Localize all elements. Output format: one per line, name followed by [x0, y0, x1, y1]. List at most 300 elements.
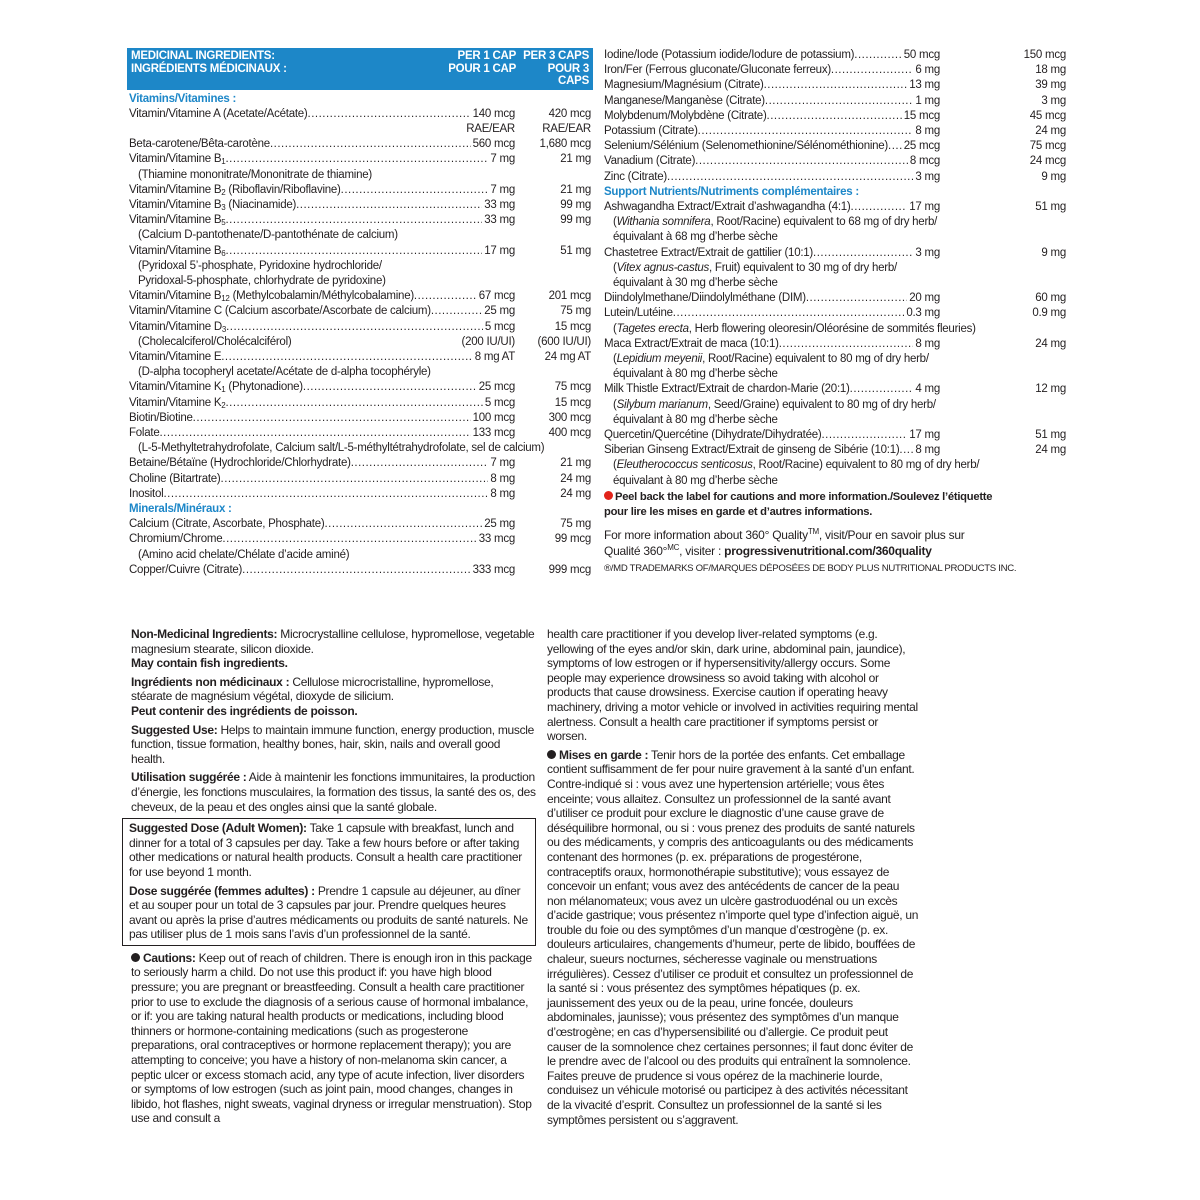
peel-notice — [604, 490, 1066, 520]
ingredient-note: (Silybum marianum, Seed/Graine) equivalent to 80 mg of dry herb/ — [613, 398, 936, 411]
ingredient-note: (Lepidium meyenii, Root/Racine) equivalent to 80 mg of dry herb/ — [613, 353, 929, 366]
ingredient-label: Inositol — [129, 487, 164, 500]
ingredient-label: Vitamin/Vitamine K — [129, 381, 222, 394]
dot-leader — [851, 200, 908, 215]
support-list — [604, 200, 1066, 489]
ingredient-note-continued: Pyridoxal-5-phosphate, chlorhydrate de pyridoxine) — [138, 274, 386, 287]
ingredient-note-detail: , Root/Racine) equivalent to 80 mg of dry herb/ — [752, 459, 980, 472]
non-medicinal-label-fr: Ingrédients non médicinaux : — [131, 674, 290, 689]
trademark-notice: ®/MD TRADEMARKS OF/MARQUES DÉPOSÉES DE BODY PLUS NUTRITIONAL PRODUCTS INC. — [604, 563, 1017, 575]
ingredient-row — [129, 213, 591, 228]
ingredient-name — [604, 428, 821, 443]
botanical-name: Tagetes erecta — [616, 322, 689, 335]
ingredient-row — [129, 183, 591, 198]
ingredient-label: Vitamin/Vitamine B — [129, 198, 222, 211]
dot-leader — [764, 78, 908, 93]
botanical-name: Vitex agnus-castus — [616, 261, 710, 274]
amount-per-3-caps: 1,680 mcg — [539, 138, 591, 151]
dot-leader — [667, 170, 913, 185]
ingredient-label: Magnesium/Magnésium (Citrate) — [604, 79, 764, 92]
amount-per-1-cap: 3 mg — [915, 170, 940, 183]
ingredient-label: Manganese/Manganèse (Citrate) — [604, 94, 765, 107]
amount-per-1-cap: 8 mg — [490, 472, 515, 485]
ingredient-subscript: 6 — [221, 248, 226, 258]
amount-per-3-caps: 99 mg — [560, 214, 591, 227]
fish-warning: May contain fish ingredients. — [131, 656, 288, 671]
amount-per-1-cap: 5 mcg — [484, 320, 515, 333]
ingredient-note: (Withania somnifera, Root/Racine) equivalent to 68 mg of dry herb/ — [613, 216, 938, 229]
ingredient-row — [604, 109, 1066, 124]
ingredient-source: (Riboflavin/Riboflavine) — [225, 183, 341, 196]
ingredient-source: (Methylcobalamin/Méthylcobalamine) — [229, 290, 414, 303]
ingredient-label: Vitamin/Vitamine B — [129, 244, 222, 257]
bullet-icon — [131, 953, 140, 962]
ingredient-row — [129, 487, 591, 502]
ingredient-name — [604, 139, 888, 154]
ingredients-header — [127, 48, 593, 90]
dot-leader — [221, 472, 489, 487]
ingredient-note-detail: , Herb flowering oleoresin/Oléorésine de sommités fleuries) — [688, 322, 976, 335]
ingredient-name — [129, 532, 222, 547]
minerals-list — [129, 517, 591, 578]
amount-per-1-cap: 17 mg — [909, 429, 940, 442]
dot-leader — [193, 411, 471, 426]
ingredient-label: Lutein/Lutéine — [604, 307, 673, 320]
amount-per-1-cap: 560 mcg — [472, 138, 515, 151]
dot-leader — [270, 137, 471, 152]
ingredient-row — [604, 337, 1066, 352]
amount-per-3-caps: 3 mg — [1041, 94, 1066, 107]
amount-per-3-caps: 21 mg — [560, 457, 591, 470]
minerals-title: Minerals/Minéraux : — [129, 502, 232, 515]
ingredient-name — [129, 396, 225, 411]
ingredient-note-continued: équivalant à 80 mg d’herbe sèche — [613, 413, 778, 426]
ingredient-note: (Pyridoxal 5’-phosphate, Pyridoxine hydrochloride/ — [138, 259, 382, 272]
amount-per-3-caps: 24 mg — [560, 472, 591, 485]
cautions-text: Keep out of reach of children. There is enough iron in this package to seriously harm a child. Do not use this product if: you have high blood pressure; you are pregnant or breastfeeding. Consult a health care practitioner prior to use to exclude the diagnosis of a serious cause of hormonal imbalance, or if: you are taking natural health products or medications, including blood thinners or hormone-containing medications (such as progesterone preparations, oral contraceptives or hormone replacement therapy); you are attempting to conceive; you have a history of non-melanoma skin cancer, a peptic ulcer or excess stomach acid, any type of acute infection, liver disorders or symptoms of low estrogen (such as joint pain, mood changes, changes in libido, hot flashes, night sweats, vaginal dryness or irregular menstruation). Stop use and consult a — [131, 950, 532, 1126]
ingredient-row — [604, 78, 1066, 93]
label-text-left — [131, 627, 536, 1130]
ingredient-name — [604, 246, 813, 261]
ingredient-note-detail: , Root/Racine) equivalent to 68 mg of dry herb/ — [710, 216, 938, 229]
ingredient-name — [129, 244, 225, 259]
amount-per-3-caps: 999 mcg — [548, 563, 591, 576]
ingredient-label: Vitamin/Vitamine C (Calcium ascorbate/Ascorbate de calcium) — [129, 305, 431, 318]
ingredient-row — [129, 137, 591, 152]
amount-per-3-caps: 75 mcg — [554, 381, 591, 394]
ingredient-name — [604, 78, 764, 93]
ingredient-row — [604, 428, 1066, 443]
quality-line1a: For more information about 360° Quality — [604, 528, 808, 543]
dot-leader — [899, 443, 913, 458]
amount-per-1-cap: 8 mg — [915, 337, 940, 350]
peel-line1: Peel back the label for cautions and more information./Soulevez l’étiquette — [615, 490, 993, 503]
ingredient-row — [604, 382, 1066, 397]
ingredient-subscript: 12 — [221, 294, 230, 304]
ingredient-name — [604, 200, 851, 215]
unit-per-3-caps: RAE/EAR — [542, 122, 591, 135]
amount-per-3-caps: 21 mg — [560, 153, 591, 166]
amount-per-3-caps: 150 mcg — [1023, 49, 1066, 61]
amount-per-1-cap: 25 mg — [484, 518, 515, 531]
header-per1-fr: POUR 1 CAP — [448, 62, 516, 75]
ingredient-label: Quercetin/Quercétine (Dihydrate/Dihydratée) — [604, 429, 822, 442]
amount-per-3-caps: 51 mg — [1035, 201, 1066, 214]
amount-per-1-cap: 25 mcg — [478, 381, 515, 394]
amount-per-3-caps: 75 mg — [560, 518, 591, 531]
amount-per-3-caps: 99 mcg — [554, 533, 591, 546]
dot-leader — [854, 48, 902, 63]
ingredient-row — [604, 63, 1066, 78]
amount-per-3-caps: 12 mg — [1035, 383, 1066, 396]
ingredient-label: Iron/Fer (Ferrous gluconate/Gluconate ferreux) — [604, 64, 831, 77]
fish-warning-fr: Peut contenir des ingrédients de poisson. — [131, 703, 358, 718]
ingredient-name — [129, 472, 221, 487]
ingredient-note: (Amino acid chelate/Chélate d’acide aminé) — [138, 548, 350, 561]
amount-per-1-cap: 140 mcg — [472, 107, 515, 120]
amount-per-1-cap: 1 mg — [915, 94, 940, 107]
ingredient-label: Zinc (Citrate) — [604, 170, 667, 183]
ingredient-row — [604, 443, 1066, 458]
amount-per-1-cap: 7 mg — [490, 153, 515, 166]
amount-per-3-caps: 60 mg — [1035, 292, 1066, 305]
amount-per-3-caps: 15 mcg — [554, 320, 591, 333]
ingredient-row — [604, 246, 1066, 261]
ingredient-note-continued: équivalant à 80 mg d’herbe sèche — [613, 368, 778, 381]
ingredient-name — [129, 137, 270, 152]
ingredient-label: Vitamin/Vitamine B — [129, 153, 222, 166]
ingredient-row — [604, 200, 1066, 215]
dot-leader — [341, 183, 489, 198]
ingredient-label: Siberian Ginseng Extract/Extrait de ginseng de Sibérie (10:1) — [604, 444, 900, 457]
peel-line2: pour lire les mises en garde et d’autres informations. — [604, 506, 873, 519]
ingredient-row — [604, 154, 1066, 169]
ingredient-label: Vitamin/Vitamine B — [129, 183, 222, 196]
suggested-use-label: Suggested Use: — [131, 722, 218, 737]
ingredient-label: Molybdenum/Molybdène (Citrate) — [604, 109, 767, 122]
ingredient-note: (Eleutherococcus senticosus, Root/Racine) equivalent to 80 mg of dry herb/ — [613, 459, 980, 472]
ingredient-subscript: 3 — [221, 324, 227, 334]
dot-leader — [159, 426, 470, 441]
vitamins-list — [129, 107, 591, 502]
botanical-name: Silybum marianum — [616, 398, 708, 411]
botanical-name: Eleutherococcus senticosus — [616, 459, 753, 472]
amount-per-3-caps: 9 mg — [1041, 246, 1066, 259]
amount-per-3-caps: 15 mcg — [554, 396, 591, 409]
amount-per-1-cap: 20 mg — [909, 292, 940, 305]
suggested-use-fr — [131, 770, 536, 814]
ingredient-name — [129, 517, 324, 532]
amount-per-3-caps: 24 mg — [1035, 444, 1066, 457]
ingredient-row — [129, 380, 591, 395]
dot-leader — [888, 139, 902, 154]
warnings-fr — [547, 748, 919, 1127]
warnings-fr-label: Mises en garde : — [559, 747, 649, 762]
ingredient-row — [129, 350, 591, 365]
amount-per-1-cap: 17 mg — [484, 244, 515, 257]
amount-per-3-caps: 201 mcg — [548, 290, 591, 303]
ingredient-name — [604, 124, 698, 139]
ingredient-note: (L-5-Methyltetrahydrofolate, Calcium salt/L-5-méthyltétrahydrofolate, sel de calcium) — [138, 442, 545, 455]
ingredient-subscript: 3 — [221, 202, 226, 212]
ingredient-subscript: 1 — [221, 157, 226, 167]
suggested-use-text-fr: Aide à maintenir les fonctions immunitaires, la production d’énergie, les fonctions musculaires, la formation des tissus, la santé des os, des cheveux, de la peau et des ongles ainsi que la santé globale. — [131, 770, 536, 814]
ingredient-note: (Thiamine mononitrate/Mononitrate de thiamine) — [138, 168, 372, 181]
suggested-use-en — [131, 723, 536, 767]
dot-leader — [226, 320, 483, 335]
ingredient-row — [129, 563, 591, 578]
amount-per-1-cap: 25 mg — [484, 305, 515, 318]
ingredient-name — [604, 63, 831, 78]
ingredient-name — [129, 289, 414, 304]
dot-leader — [698, 124, 914, 139]
ingredients-panel-left — [127, 48, 593, 578]
ingredient-row — [129, 532, 591, 547]
ingredient-label: Calcium (Citrate, Ascorbate, Phosphate) — [129, 518, 325, 531]
dot-leader — [806, 291, 907, 306]
amount-per-3-caps: 51 mg — [1035, 429, 1066, 442]
ingredient-row — [129, 411, 591, 426]
amount-per-1-cap: 8 mg — [915, 125, 940, 138]
ingredient-name — [129, 426, 159, 441]
amount-per-1-cap: 8 mg — [490, 487, 515, 500]
suggested-use-label-fr: Utilisation suggérée : — [131, 770, 247, 785]
header-per3-fr: POUR 3 CAPS — [547, 62, 589, 87]
note-per-1-cap: (200 IU/UI) — [461, 335, 515, 348]
ingredient-note-continued: équivalant à 68 mg d’herbe sèche — [613, 231, 778, 244]
amount-per-3-caps: 24 mcg — [1029, 155, 1066, 168]
amount-per-1-cap: 17 mg — [909, 201, 940, 214]
dot-leader — [813, 246, 913, 261]
dot-leader — [414, 289, 477, 304]
ingredient-note-row — [129, 335, 591, 350]
ingredient-subscript: 1 — [221, 385, 226, 395]
cautions-en — [131, 951, 536, 1126]
tm-mark: TM — [807, 527, 819, 537]
dot-leader — [225, 396, 482, 411]
ingredient-label: Vitamin/Vitamine A (Acetate/Acétate) — [129, 107, 308, 120]
ingredient-note-continued: équivalant à 80 mg d’herbe sèche — [613, 474, 778, 487]
ingredient-label: Potassium (Citrate) — [604, 125, 698, 138]
quality-url[interactable]: progressivenutritional.com/360quality — [724, 544, 932, 559]
cautions-label: Cautions: — [143, 950, 196, 965]
header-ingredient-fr: INGRÉDIENTS MÉDICINAUX : — [131, 62, 287, 75]
ingredient-subscript: 5 — [221, 218, 226, 228]
non-medicinal-en — [131, 627, 536, 671]
ingredient-name — [604, 291, 806, 306]
ingredient-label: Vitamin/Vitamine B — [129, 290, 222, 303]
ingredient-unit-row — [129, 122, 591, 137]
dose-text-fr: Prendre 1 capsule au déjeuner, au dîner et au souper pour un total de 3 capsules par jour. Prendre quelques heures avant ou après la prise d’autres médicaments ou produits de santé naturels. Ne pas utiliser plus de 1 mois sans l’avis d’un professionnel de la santé. — [129, 883, 528, 942]
dose-text: Take 1 capsule with breakfast, lunch and dinner for a total of 3 capsules per day. Take a few hours before or after taking other medications or natural health products. Consult a health care practitioner for use beyond 1 month. — [129, 821, 522, 879]
ingredient-label: Copper/Cuivre (Citrate) — [129, 563, 243, 576]
ingredient-name — [604, 170, 667, 185]
dot-leader — [765, 94, 914, 109]
ingredient-label: Iodine/Iode (Potassium iodide/Iodure de potassium) — [604, 49, 855, 61]
ingredient-name — [604, 109, 767, 124]
ingredient-note-continued: équivalant à 30 mg d’herbe sèche — [613, 277, 778, 290]
cautions-continued: health care practitioner if you develop liver-related symptoms (e.g. yellowing of the eyes and/or skin, dark urine, abdominal pain, jaundice), symptoms of low estrogen or if hypersensitivity/allergy occurs. Some people may experience drowsiness so avoid taking with alcohol or products that cause drowsiness. Exercise caution if operating heavy machinery, driving a motor vehicle or involved in activities requiring mental alertness. Consult a health care practitioner if symptoms persist or worsen. — [547, 627, 918, 744]
amount-per-3-caps: 99 mg — [560, 198, 591, 211]
bullet-icon — [547, 750, 556, 759]
amount-per-1-cap: 7 mg — [490, 183, 515, 196]
dose-box — [122, 818, 536, 946]
ingredient-row — [129, 244, 591, 259]
ingredient-label: Vanadium (Citrate) — [604, 155, 696, 168]
ingredient-row — [604, 291, 1066, 306]
dot-leader — [821, 428, 907, 443]
dose-label: Suggested Dose (Adult Women): — [129, 821, 307, 836]
amount-per-1-cap: 33 mg — [484, 214, 515, 227]
ingredient-row — [129, 289, 591, 304]
amount-per-3-caps: 39 mg — [1035, 79, 1066, 92]
minerals-continued-list — [604, 48, 1066, 185]
dot-leader — [324, 517, 482, 532]
ingredient-subscript: 2 — [221, 400, 226, 410]
ingredient-label: Folate — [129, 426, 160, 439]
ingredient-name — [129, 152, 225, 167]
support-title: Support Nutrients/Nutriments complémentaires : — [604, 185, 859, 198]
dot-leader — [296, 198, 482, 213]
ingredient-row — [604, 48, 1066, 63]
ingredient-name — [604, 48, 854, 63]
amount-per-1-cap: 4 mg — [915, 383, 940, 396]
red-dot-icon — [604, 491, 613, 500]
warnings-fr-text: Tenir hors de la portée des enfants. Cet emballage contient suffisamment de fer pour nuire gravement à la santé d’un enfant. Contre-indiqué si : vous avez une hypertension artérielle; vous êtes enceinte; vous allaitez. Consultez un professionnel de la santé avant d’utiliser ce produit pour exclure le diagnostic d’une cause grave de déséquilibre hormonal, ou si : vous prenez des produits de santé naturels ou des médicaments, y compris des anticoagulants ou des médicaments contenant des hormones (p. ex. préparations de progestérone, contraceptifs oraux, hormonothérapie substitutive); vous essayez de concevoir un enfant; vous avez des antécédents de cancer de la peau non mélanomateux; vous avez un ulcère gastroduodénal ou un excès d’acide gastrique; vous présentez n’importe quel type d’infection aiguë, un trouble du foie ou des symptômes d’un manque d’œstrogène (p. ex. douleurs articulaires, changements d’humeur, perte de libido, bouffées de chaleur, sueurs nocturnes, sécheresse vaginale ou menstruations irrégulières). Cessez d’utiliser ce produit et consultez un professionnel de la santé si : vous présentez des symptômes hépatiques (p. ex. jaunissement des yeux ou de la peau, urine foncée, douleurs abdominales, jaunisse); vous présentez des symptômes d’un manque d’œstrogène; en cas d’hypersensibilité ou d’allergie. Ce produit peut causer de la somnolence chez certaines personnes; il faut donc éviter de le prendre avec de l’alcool ou des produits qui entraînent la somnolence. Faites preuve de prudence si vous opérez de la machinerie lourde, conduisez un véhicule motorisé ou participez à des activités nécessitant de la vivacité d’esprit. Consultez un professionnel de la santé si les symptômes persistent ou s’aggravent. — [547, 747, 919, 1127]
ingredient-name — [129, 183, 341, 198]
ingredient-row — [604, 170, 1066, 185]
amount-per-1-cap: 13 mg — [909, 79, 940, 92]
ingredient-label: Betaine/Bétaïne (Hydrochloride/Chlorhydrate) — [129, 457, 351, 470]
ingredient-label: Biotin/Biotine — [129, 411, 193, 424]
ingredient-label: Choline (Bitartrate) — [129, 472, 221, 485]
dot-leader — [779, 337, 914, 352]
botanical-name: Withania somnifera — [616, 216, 711, 229]
dot-leader — [695, 154, 908, 169]
dot-leader — [431, 304, 482, 319]
amount-per-1-cap: 8 mg — [915, 444, 940, 457]
ingredient-label: Ashwagandha Extract/Extrait d’ashwagandha (4:1) — [604, 201, 851, 214]
ingredient-row — [129, 396, 591, 411]
dot-leader — [308, 107, 471, 122]
amount-per-3-caps: 420 mcg — [548, 107, 591, 120]
amount-per-1-cap: 133 mcg — [472, 426, 515, 439]
dot-leader — [767, 109, 902, 124]
ingredient-row — [129, 456, 591, 471]
ingredient-note-detail: , Fruit) equivalent to 30 mg of dry herb/ — [709, 261, 897, 274]
ingredient-name — [129, 304, 431, 319]
amount-per-3-caps: 24 mg AT — [544, 350, 591, 363]
ingredient-label: Selenium/Sélénium (Selenomethionine/Sélénométhionine) — [604, 140, 889, 153]
quality-line2a: Qualité 360° — [604, 544, 668, 559]
ingredient-name — [604, 443, 899, 458]
ingredient-note: (D-alpha tocopheryl acetate/Acétate de d-alpha tocophéryle) — [138, 366, 431, 379]
dot-leader — [225, 244, 482, 259]
label-text-right — [547, 627, 919, 1131]
ingredient-row — [129, 152, 591, 167]
ingredient-name — [129, 213, 225, 228]
ingredient-name — [129, 198, 296, 213]
ingredient-name — [129, 563, 242, 578]
ingredient-label: Milk Thistle Extract/Extrait de chardon-Marie (20:1) — [604, 383, 850, 396]
ingredient-row — [129, 426, 591, 441]
ingredient-name — [129, 380, 303, 395]
amount-per-1-cap: 33 mg — [484, 198, 515, 211]
amount-per-1-cap: 0.3 mg — [906, 307, 940, 320]
ingredient-note: (Cholecalciferol/Cholécalciférol) — [138, 335, 292, 348]
ingredient-label: Vitamin/Vitamine E — [129, 350, 222, 363]
amount-per-1-cap: 50 mcg — [903, 49, 940, 61]
ingredient-row — [129, 472, 591, 487]
ingredient-subscript: 2 — [221, 187, 226, 197]
amount-per-1-cap: 5 mcg — [484, 396, 515, 409]
dot-leader — [163, 487, 488, 502]
quality-line1b: , visit/Pour en savoir plus sur — [818, 528, 965, 543]
amount-per-3-caps: 24 mg — [1035, 125, 1066, 138]
ingredient-name — [604, 337, 779, 352]
amount-per-3-caps: 9 mg — [1041, 170, 1066, 183]
ingredient-row — [129, 107, 591, 122]
amount-per-1-cap: 67 mcg — [478, 290, 515, 303]
header-ingredient: MEDICINAL INGREDIENTS: — [131, 50, 275, 62]
ingredient-row — [129, 304, 591, 319]
quality-info — [604, 527, 1066, 559]
ingredient-note: (Vitex agnus-castus, Fruit) equivalent to 30 mg of dry herb/ — [613, 261, 897, 274]
ingredient-name — [129, 487, 163, 502]
header-per1: PER 1 CAP — [457, 50, 516, 62]
amount-per-3-caps: 75 mg — [560, 305, 591, 318]
ingredient-label: Vitamin/Vitamine D — [129, 320, 222, 333]
non-medicinal-fr — [131, 675, 536, 719]
amount-per-1-cap: 6 mg — [915, 64, 940, 77]
ingredient-row — [604, 306, 1066, 321]
ingredient-note: (Tagetes erecta, Herb flowering oleoresin/Oléorésine de sommités fleuries) — [613, 322, 976, 335]
amount-per-3-caps: 51 mg — [560, 244, 591, 257]
dot-leader — [831, 63, 914, 78]
ingredient-note: (Calcium D-pantothenate/D-pantothénate de calcium) — [138, 229, 398, 242]
non-medicinal-text-fr: Cellulose microcristalline, hypromellose, stéarate de magnésium végétal, dioxyde de silicium. — [131, 674, 494, 704]
ingredient-name — [604, 94, 765, 109]
ingredient-name — [129, 320, 226, 335]
ingredient-note-detail: , Seed/Graine) equivalent to 80 mg of dry herb/ — [707, 398, 936, 411]
ingredient-name — [604, 382, 850, 397]
botanical-name: Lepidium meyenii — [616, 353, 703, 366]
amount-per-3-caps: 18 mg — [1035, 64, 1066, 77]
header-per3: PER 3 CAPS — [523, 50, 589, 62]
amount-per-3-caps: 300 mcg — [548, 411, 591, 424]
non-medicinal-text: Microcrystalline cellulose, hypromellose, vegetable magnesium stearate, silicon dioxide. — [131, 627, 535, 656]
ingredient-label: Vitamin/Vitamine K — [129, 396, 222, 409]
amount-per-1-cap: 100 mcg — [472, 411, 515, 424]
ingredient-label: Vitamin/Vitamine B — [129, 214, 222, 227]
note-per-3-caps: (600 IU/UI) — [537, 335, 591, 348]
ingredient-row — [604, 124, 1066, 139]
ingredient-name — [129, 350, 221, 365]
dot-leader — [850, 382, 914, 397]
amount-per-1-cap: 3 mg — [915, 246, 940, 259]
ingredient-label: Chastetree Extract/Extrait de gattilier (10:1) — [604, 246, 814, 259]
ingredient-row — [604, 139, 1066, 154]
dot-leader — [303, 380, 477, 395]
amount-per-1-cap: 8 mcg — [909, 155, 940, 168]
amount-per-1-cap: 25 mcg — [903, 140, 940, 153]
ingredient-source: (Phytonadione) — [225, 381, 303, 394]
dose-label-fr: Dose suggérée (femmes adultes) : — [129, 883, 315, 898]
unit-per-1-cap: RAE/EAR — [466, 122, 515, 135]
amount-per-3-caps: 400 mcg — [548, 426, 591, 439]
non-medicinal-label: Non-Medicinal Ingredients: — [131, 627, 278, 641]
amount-per-1-cap: 7 mg — [490, 457, 515, 470]
